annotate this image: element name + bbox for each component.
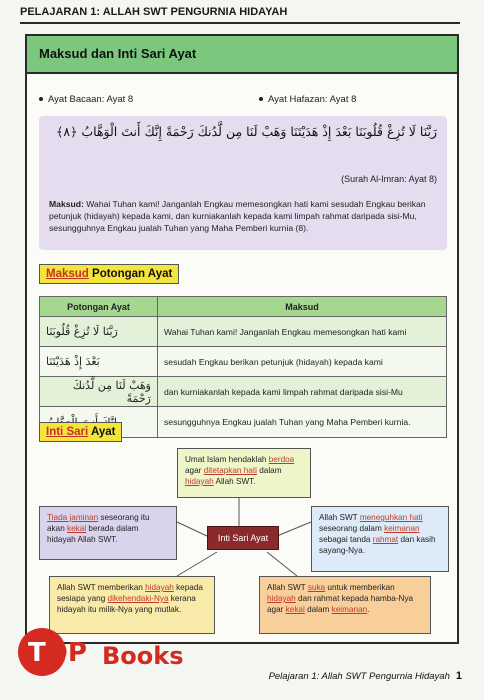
intisari-node-bottom-right [259,576,431,634]
node-text: Allah SWT [319,513,360,522]
title-bar [27,36,457,74]
node-keyword: suka [307,583,326,592]
intisari-node-bottom-left [49,576,215,634]
node-keyword: keimanan [331,605,368,614]
node-text: . [367,605,370,614]
connector-line [267,552,297,576]
node-text: dalam [304,605,332,614]
node-keyword: kekal [67,524,87,533]
node-text: Allah SWT memberikan [57,583,146,592]
heading-rest-part: Potongan Ayat [88,268,173,280]
node-text: agar [185,466,204,475]
table-header-maksud: Maksud [285,301,319,312]
node-text: Allah SWT. [213,477,256,486]
logo-letters: OP [45,638,87,668]
node-text: berada dalam hidayah Allah SWT. [47,524,139,544]
maksud-label: Maksud: [49,199,84,209]
node-keyword: hidayah [145,583,174,592]
table-cell-maksud: dan kurniakanlah kepada kami limpah rahmat daripada sisi-Mu [158,377,446,406]
node-keyword: Tiada jaminan [47,513,99,522]
verse-maksud [49,198,441,234]
page-footer [269,670,462,682]
content-frame [25,34,459,644]
page-header: PELAJARAN 1: ALLAH SWT PENGURNIA HIDAYAH [20,6,288,18]
header-rule [20,22,460,24]
ayat-hafazan-text: Ayat Hafazan: Ayat 8 [268,94,357,105]
ayat-bacaan [39,94,133,105]
intisari-node-left [39,506,177,560]
table-cell-arabic: بَعْدَ إِذْ هَدَيْتَنَا [40,347,158,376]
bullet-icon [39,97,43,101]
section-title: Maksud dan Inti Sari Ayat [39,46,197,61]
table-cell-maksud: sesudah Engkau berikan petunjuk (hidayah) kepada kami [158,347,446,376]
node-keyword: rahmat [372,535,399,544]
table-row [40,377,446,407]
node-text: dan rahmat kepada hamba-Nya agar [267,594,414,614]
verse-arabic: رَبَّنَا لَا تُزِغْ قُلُوبَنَا بَعْدَ إِذْ هَدَيْتَنَا وَهَبْ لَنَا مِن لَّدُنكَ رَحْمَةً إِنَّكَ أَنتَ الْوَهَّابُ ﴿٨﴾ [56,124,437,139]
table-header-potongan: Potongan Ayat [40,297,158,316]
node-text: seseorang dalam [319,524,385,533]
heading-inti-sari [39,422,122,442]
table-cell-maksud: Wahai Tuhan kami! Janganlah Engkau memesongkan hati kami [158,317,446,346]
intisari-node-top [177,448,311,498]
ayat-bacaan-text: Ayat Bacaan: Ayat 8 [48,94,134,105]
logo-top-text [28,638,87,668]
bullet-icon [259,97,263,101]
table-cell-arabic: وَهَبْ لَنَا مِن لَّدُنكَ رَحْمَةً [40,377,158,406]
intisari-node-right [311,506,449,572]
topbooks-logo [18,628,184,676]
node-text: dan kasih sayang-Nya. [319,535,436,555]
node-text: sebagai tanda [319,535,373,544]
node-keyword: meneguhkan hati [359,513,423,522]
node-keyword: keimanan [384,524,420,533]
table-row [40,347,446,377]
surah-reference: (Surah Al-Imran: Ayat 8) [341,174,437,184]
intisari-center-node: Inti Sari Ayat [207,526,279,550]
node-text: Allah SWT [267,583,308,592]
connector-line [177,522,207,536]
node-text: untuk memberikan [325,583,395,592]
table-cell-arabic: رَبَّنَا لَا تُزِغْ قُلُوبَنَا [40,317,158,346]
heading-rest-part: Ayat [88,426,116,438]
page-number: 1 [455,670,462,682]
node-keyword: hidayah [185,477,214,486]
table-cell-maksud: sesungguhnya Engkau jualah Tuhan yang Maha Pemberi kurnia. [158,407,446,437]
node-keyword: dikehendaki-Nya [107,594,169,603]
node-text: Umat Islam hendaklah [185,455,269,464]
connector-line [277,522,311,536]
node-keyword: ditetapkan hati [203,466,257,475]
heading-red-part: Inti Sari [46,426,89,438]
maksud-text: Wahai Tuhan kami! Janganlah Engkau memesongkan hati kami sesudah Engkau berikan petunjuk (hidayah) kepada kami, dan kurniakanlah kepada kami limpah rahmat daripada sisi-Mu, sesungguhnya Engkau jualah Tuhan yang Maha Pemberi kurnia (8). [49,199,426,233]
footer-text: Pelajaran 1: Allah SWT Pengurnia Hidayah [268,671,450,682]
node-keyword: hidayah [267,594,296,603]
node-keyword: berdoa [268,455,295,464]
connector-line [177,552,217,576]
logo-books-text: Books [102,642,184,670]
ayat-hafazan [259,94,356,105]
node-text: dalam [256,466,282,475]
heading-red-part: Maksud [46,268,89,280]
node-text: kepada sesiapa yang [57,583,203,603]
node-text: seseorang itu akan [47,513,150,533]
node-keyword: kekal [285,605,305,614]
verse-box [39,116,447,250]
logo-letter: T [28,638,46,668]
table-header-row [40,297,446,317]
heading-maksud-potongan [39,264,179,284]
potongan-table [39,296,447,438]
node-text: kerana hidayah itu milik-Nya yang mutlak. [57,594,196,614]
table-row [40,317,446,347]
